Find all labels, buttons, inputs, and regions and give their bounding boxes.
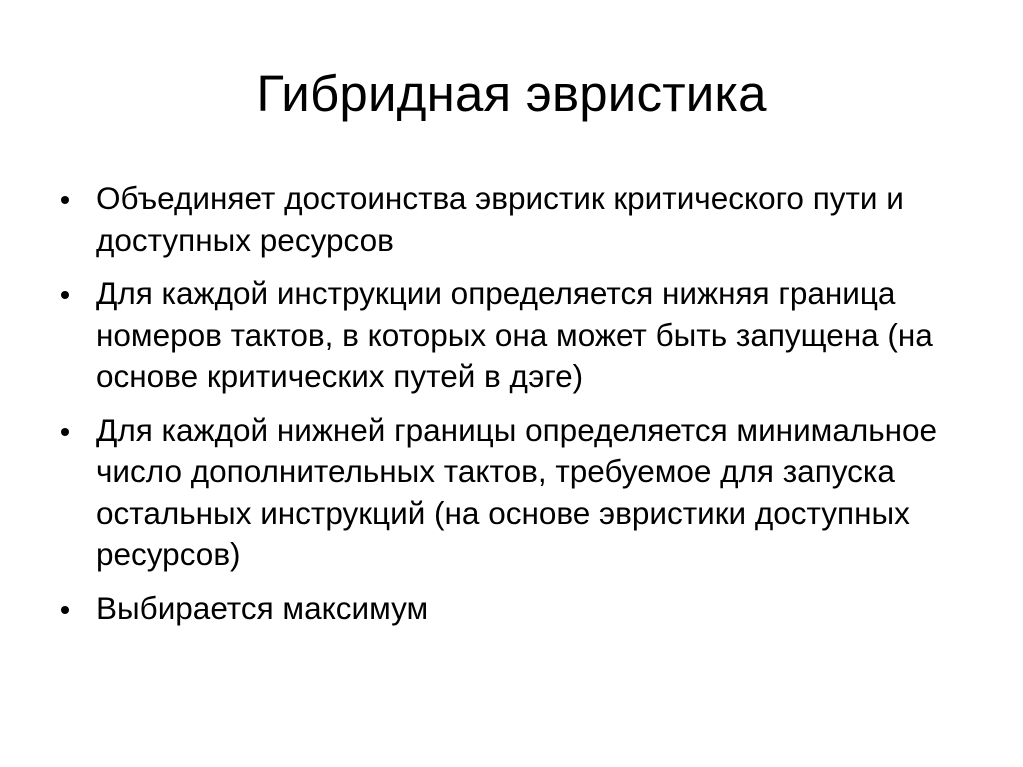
bullet-item xyxy=(61,588,981,630)
bullet-dot-icon xyxy=(61,291,69,299)
bullet-item xyxy=(61,410,981,576)
bullet-item xyxy=(61,273,981,398)
bullet-item xyxy=(61,178,981,261)
bullet-text: Выбирается максимум xyxy=(96,589,429,626)
slide-title: Гибридная эвристика xyxy=(256,65,767,122)
bullet-dot-icon xyxy=(61,428,69,436)
bullet-dot-icon xyxy=(61,196,69,204)
bullet-text: Для каждой инструкции определяется нижняя граница номеров тактов, в которых она может быть запущена (на основе критических путей в дэге) xyxy=(96,275,933,394)
bullet-dot-icon xyxy=(61,606,69,614)
bullet-text: Объединяет достоинства эвристик критического пути и доступных ресурсов xyxy=(96,180,904,258)
bullet-text: Для каждой нижней границы определяется минимальное число дополнительных тактов, требуемое для запуска остальных инструкций (на основе эвристики доступных ресурсов) xyxy=(96,411,938,572)
bullet-list xyxy=(61,178,981,641)
